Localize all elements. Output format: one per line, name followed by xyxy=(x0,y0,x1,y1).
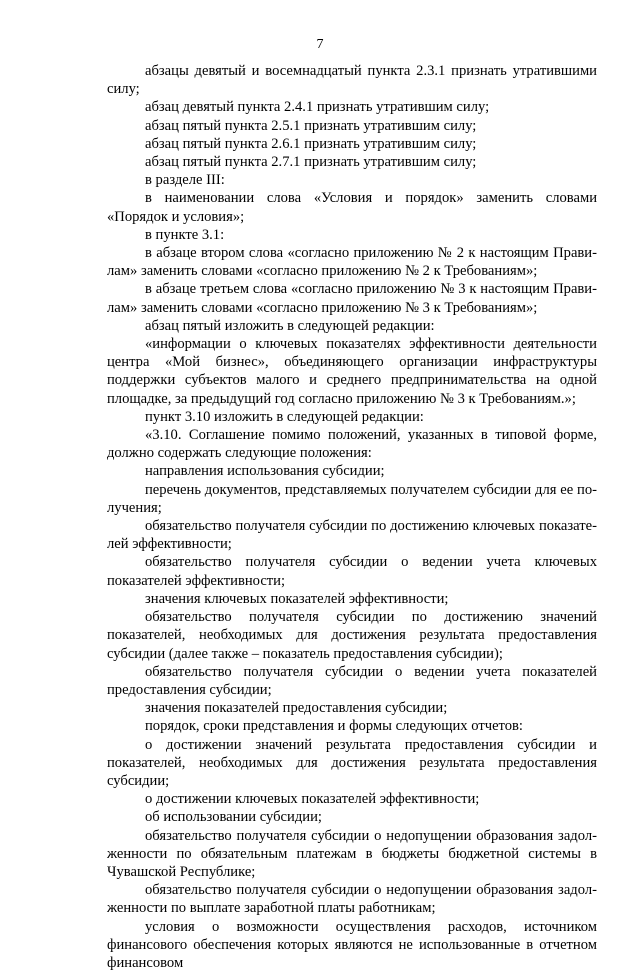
paragraph: пункт 3.10 изложить в следующей редакции: xyxy=(145,408,424,425)
paragraph: абзац пятый пункта 2.5.1 признать утратившим силу; xyxy=(145,117,477,134)
paragraph: в наименовании слова «Условия и порядок» заменить словами «Порядок и условия»; xyxy=(107,190,597,225)
paragraph: значения ключевых показателей эффективности; xyxy=(145,590,449,607)
paragraph: в абзаце третьем слова «согласно приложению № 3 к настоящим Правилам» заменить словами «согласно приложению № 3 к Требованиям»; xyxy=(107,281,597,316)
paragraph: обязательство получателя субсидии о ведении учета ключевых показателей эффективности; xyxy=(107,554,597,589)
paragraph: о достижении ключевых показателей эффективности; xyxy=(145,791,480,808)
paragraph: об использовании субсидии; xyxy=(145,809,322,826)
paragraph: о достижении значений результата предоставления субсидии и показателей, необходимых для достижения результата предоставления субсидии; xyxy=(107,736,597,789)
paragraph: перечень документов, представляемых получателем субсидии для ее получения; xyxy=(107,481,597,516)
paragraph: обязательство получателя субсидии по достижению ключевых показателей эффективности; xyxy=(107,518,597,553)
paragraph: направления использования субсидии; xyxy=(145,463,385,480)
paragraph: обязательство получателя субсидии о недопущении образования задолженности по обязательным платежам в бюджеты бюджетной системы в Чувашской Республике; xyxy=(107,827,597,880)
paragraph: обязательство получателя субсидии по достижению значений показателей, необходимых для достижения результата предоставления субсидии (далее также – показатель предоставления субсидии); xyxy=(107,609,597,662)
paragraph: «3.10. Соглашение помимо положений, указанных в типовой форме, должно содержать следующие положения: xyxy=(107,427,597,462)
paragraph: «информации о ключевых показателях эффективности деятельности центра «Мой бизнес», объединяющего организации инфраструктуры поддержки субъектов малого и среднего предпринимательства на одной площадке, за предыдущий год согласно приложению № 3 к Требованиям.»; xyxy=(107,336,597,407)
paragraph: в абзаце втором слова «согласно приложению № 2 к настоящим Правилам» заменить словами «согласно приложению № 2 к Требованиям»; xyxy=(107,245,597,280)
paragraph: абзац девятый пункта 2.4.1 признать утратившим силу; xyxy=(145,99,490,116)
paragraph: обязательство получателя субсидии о недопущении образования задолженности по выплате заработной платы работникам; xyxy=(107,882,597,917)
paragraph: обязательство получателя субсидии о ведении учета показателей предоставления субсидии; xyxy=(107,663,597,698)
paragraph: условия о возможности осуществления расходов, источником финансового обеспечения которых являются не использованные в отчетном финансовом xyxy=(107,918,597,971)
paragraph: абзац пятый пункта 2.7.1 признать утратившим силу; xyxy=(145,154,477,171)
paragraph: порядок, сроки представления и формы следующих отчетов: xyxy=(145,718,523,735)
page-number: 7 xyxy=(316,37,324,52)
paragraph: абзацы девятый и восемнадцатый пункта 2.3.1 признать утратившими силу; xyxy=(107,63,597,98)
document-body xyxy=(107,62,597,972)
paragraph: значения показателей предоставления субсидии; xyxy=(145,700,448,717)
paragraph: абзац пятый пункта 2.6.1 признать утратившим силу; xyxy=(145,135,477,152)
paragraph: в разделе III: xyxy=(145,172,225,189)
paragraph: абзац пятый изложить в следующей редакции: xyxy=(145,317,435,334)
paragraph: в пункте 3.1: xyxy=(145,226,225,243)
